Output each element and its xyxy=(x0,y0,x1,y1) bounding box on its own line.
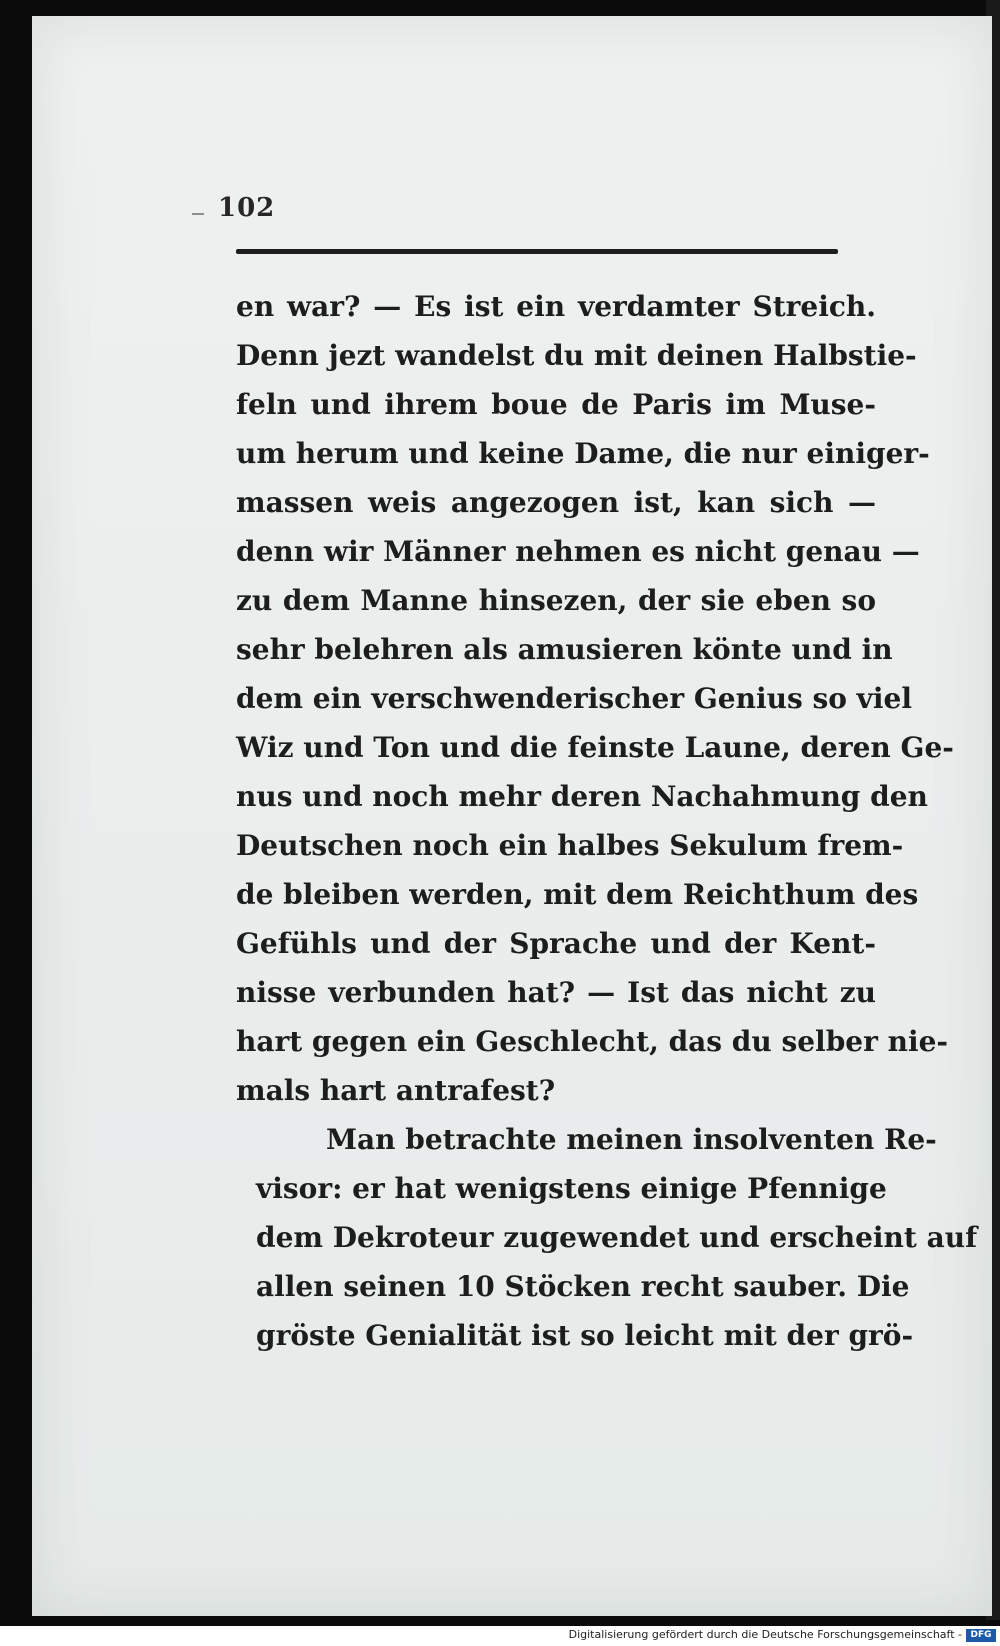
text-line: visor: er hat wenigstens einige Pfennige xyxy=(256,1172,887,1205)
footer-bar xyxy=(0,1626,1000,1646)
funding-credit: Digitalisierung gefördert durch die Deutsche Forschungsgemeinschaft - xyxy=(568,1628,962,1641)
text-line: nisse verbunden hat? — Ist das nicht zu xyxy=(236,976,876,1009)
margin-mark xyxy=(192,213,204,215)
text-line: gröste Genialität ist so leicht mit der grö- xyxy=(256,1319,914,1352)
text-line: massen weis angezogen ist, kan sich — xyxy=(236,486,876,519)
text-line: feln und ihrem boue de Paris im Muse- xyxy=(236,388,876,421)
text-line: de bleiben werden, mit dem Reichthum des xyxy=(236,878,919,911)
text-line: um herum und keine Dame, die nur einiger- xyxy=(236,437,930,470)
text-line: en war? — Es ist ein verdamter Streich. xyxy=(236,290,876,323)
text-line: Deutschen noch ein halbes Sekulum frem- xyxy=(236,829,904,862)
paragraph-start-line: Man betrachte meinen insolventen Re- xyxy=(326,1123,937,1156)
text-line: mals hart antrafest? xyxy=(236,1074,556,1107)
text-line: Wiz und Ton und die feinste Laune, deren Ge- xyxy=(236,731,954,764)
text-line: dem ein verschwenderischer Genius so viel xyxy=(236,682,913,715)
body-text xyxy=(236,282,978,1360)
dfg-logo-icon: DFG xyxy=(966,1629,996,1642)
text-line: dem Dekroteur zugewendet und erscheint auf xyxy=(256,1221,978,1254)
text-line: allen seinen 10 Stöcken recht sauber. Die xyxy=(256,1270,910,1303)
page-number: 102 xyxy=(218,193,276,223)
text-line: hart gegen ein Geschlecht, das du selber nie- xyxy=(236,1025,949,1058)
text-line: Gefühls und der Sprache und der Kent- xyxy=(236,927,876,960)
text-line: zu dem Manne hinsezen, der sie eben so xyxy=(236,584,876,617)
text-line: Denn jezt wandelst du mit deinen Halbstie- xyxy=(236,339,917,372)
text-line: nus und noch mehr deren Nachahmung den xyxy=(236,780,928,813)
text-line: sehr belehren als amusieren könte und in xyxy=(236,633,893,666)
header-rule xyxy=(236,249,838,254)
text-line: denn wir Männer nehmen es nicht genau — xyxy=(236,535,920,568)
